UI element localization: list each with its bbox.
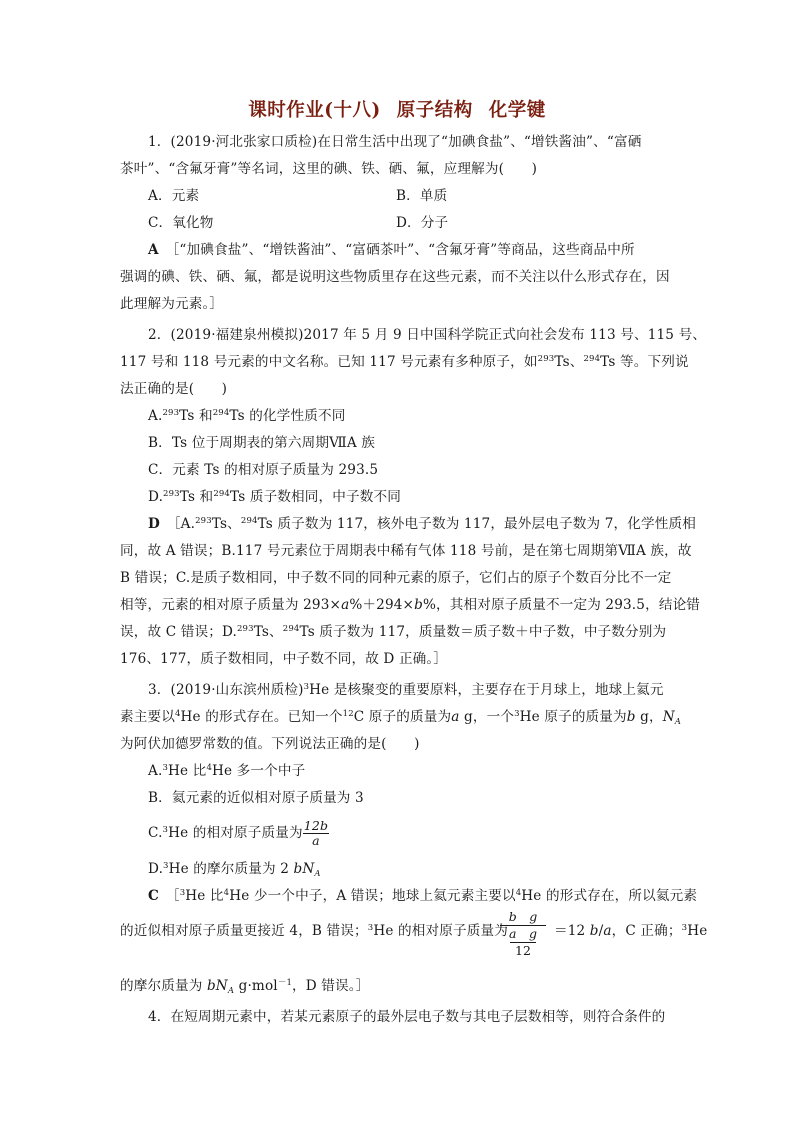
mass-number: 4 — [223, 888, 230, 898]
option-text: Ts 和 — [179, 408, 213, 424]
q3-stem-text: C 原子的质量为 — [353, 709, 452, 725]
answer-text: ，D 错误。］ — [292, 978, 370, 994]
variable-b: b — [414, 597, 423, 613]
mass-number: 3 — [163, 861, 169, 871]
answer-text: 相等，元素的相对原子质量为 293× — [120, 597, 342, 613]
q3-stem-text: g，一个 — [459, 709, 515, 725]
variable-a: a — [451, 709, 460, 725]
answer-text: He 比 — [185, 888, 224, 904]
q1-answer-line-2: 强调的碘、铁、硒、氟，都是说明这些物质里存在这些元素，而不关注以什么形式存在，因 — [120, 269, 670, 285]
title-part-1: 课时作业(十八) — [248, 100, 381, 121]
avogadro-symbol: bN — [293, 861, 315, 877]
q1-answer-letter: A — [148, 242, 159, 258]
mass-number: 293 — [195, 516, 212, 526]
compound-fraction — [500, 910, 546, 958]
q2-answer-line-1 — [148, 513, 708, 535]
q3-stem-text: He 是核聚变的重要原料，主要存在于月球上，地球上氦元 — [309, 682, 664, 698]
q1-option-b: B．单质 — [396, 188, 448, 204]
variable-a: a — [603, 923, 612, 939]
mass-number: 3 — [179, 888, 186, 898]
answer-text: 的摩尔质量为 — [120, 978, 207, 994]
mass-number: 294 — [240, 516, 258, 526]
mass-number: 293 — [537, 354, 555, 364]
q4-stem-line-1: 4．在短周期元素中，若某元素原子的最外层电子数与其电子层数相等，则符合条件的 — [148, 1009, 666, 1025]
page-title — [0, 96, 794, 122]
q2-answer-line-6: 176、177，质子数相同，中子数不同，故 D 正确。］ — [120, 651, 448, 667]
q3-option-b: B．氦元素的近似相对原子质量为 3 — [148, 790, 364, 806]
mass-number: 293 — [162, 408, 180, 418]
mass-number: 294 — [282, 624, 300, 634]
mass-number: 3 — [303, 682, 310, 692]
option-text: He 多一个中子 — [212, 763, 306, 779]
mass-number: 3 — [681, 923, 688, 933]
q3-option-d — [148, 858, 708, 880]
exponent: －1 — [277, 978, 293, 988]
q3-stem-text: g， — [635, 709, 663, 725]
option-letter: C. — [148, 825, 163, 841]
option-text: He 的摩尔质量为 2 — [168, 861, 294, 877]
mass-number: 3 — [514, 709, 520, 719]
q2-stem-text: Ts 等。下列说 — [600, 354, 689, 370]
mass-number: 4 — [174, 709, 181, 719]
answer-text: Ts 质子数为 117，质量数＝质子数＋中子数，中子数分别为 — [299, 624, 667, 640]
mass-number: 294 — [212, 408, 230, 418]
q2-stem-text: 117 号和 118 号元素的中文名称。已知 117 号元素有多种原子，如 — [120, 354, 538, 370]
answer-text: Ts、 — [211, 516, 241, 532]
title-part-3: 化学键 — [488, 100, 546, 121]
mass-number: 4 — [206, 763, 212, 773]
option-letter: D. — [148, 861, 164, 877]
q2-option-c: C．元素 Ts 的相对原子质量为 293.5 — [148, 462, 379, 478]
option-letter: D. — [148, 489, 164, 505]
q2-stem-line-3: 法正确的是( ) — [120, 381, 228, 397]
mass-number: 294 — [583, 354, 601, 364]
q3-stem-text: He 原子的质量为 — [519, 709, 627, 725]
q2-answer-letter: D — [148, 516, 160, 532]
variable-b: b — [589, 923, 599, 939]
avogadro-subscript: A — [314, 869, 321, 879]
q3-stem-line-1 — [148, 679, 708, 701]
option-text: Ts 质子数相同，中子数不同 — [230, 489, 402, 505]
answer-text: %＋294× — [349, 597, 415, 613]
q3-answer-line-2 — [120, 920, 708, 942]
avogadro-subscript: A — [674, 717, 682, 727]
option-text: Ts 的化学性质不同 — [229, 408, 346, 424]
mass-number: 3 — [162, 763, 169, 773]
answer-text: ＝12 — [553, 923, 590, 939]
answer-text: ［A. — [173, 516, 196, 532]
q1-answer-text-1: ［“加碘食盐”、“增铁酱油”、“富硒茶叶”、“含氟牙膏”等商品，这些商品中所 — [172, 242, 635, 258]
option-letter: A. — [148, 763, 163, 779]
q2-stem-text: Ts、 — [554, 354, 584, 370]
q3-stem-text: He 的形式存在。已知一个 — [180, 709, 343, 725]
q2-option-b: B．Ts 位于周期表的第六周期ⅦA 族 — [148, 435, 376, 451]
q1-stem-line-1: 1．(2019·河北张家口质检)在日常生活中出现了“加碘食盐”、“增铁酱油”、“富硒 — [148, 134, 642, 150]
avogadro-symbol: N — [662, 709, 675, 725]
q3-stem-line-3: 为阿伏加德罗常数的值。下列说法正确的是( ) — [120, 736, 420, 752]
q3-answer-letter: C — [148, 888, 159, 904]
mass-number: 293 — [237, 624, 254, 634]
q1-answer-line-1 — [148, 239, 708, 261]
answer-text: He 少一个中子，A 错误；地球上氦元素主要以 — [229, 888, 516, 904]
q3-answer-line-1 — [148, 885, 708, 907]
q1-answer-line-3: 此理解为元素。］ — [120, 296, 224, 312]
title-part-2: 原子结构 — [396, 100, 473, 121]
option-text: He 的相对原子质量为 — [168, 825, 303, 841]
q3-stem-text: 3．(2019·山东滨州质检) — [148, 682, 304, 698]
compound-fraction-middle: a g — [509, 926, 537, 941]
answer-text: He 的相对原子质量为 — [373, 923, 508, 939]
answer-text: / — [598, 923, 604, 939]
q1-option-a: A．元素 — [148, 188, 200, 204]
mass-number: 293 — [163, 489, 180, 499]
answer-text: %，其相对原子质量不一定为 293.5，结论错 — [422, 597, 701, 613]
q1-option-d: D．分子 — [396, 215, 449, 231]
q1-stem-line-2: 茶叶”、“含氟牙膏”等名词，这里的碘、铁、硒、氟，应理解为( ) — [120, 161, 538, 177]
q2-answer-line-4 — [120, 594, 701, 616]
fraction-numerator: 12b — [303, 818, 329, 833]
q2-stem-line-2 — [120, 351, 689, 373]
answer-text: ，C 正确； — [611, 923, 682, 939]
q2-stem-line-1: 2．(2019·福建泉州模拟)2017 年 5 月 9 日中国科学院正式向社会发布 113 号、115 号、 — [148, 327, 707, 343]
q3-option-a — [148, 760, 708, 782]
compound-fraction-bottom: 12 — [515, 943, 531, 958]
answer-text: g·mol — [234, 978, 278, 994]
compound-fraction-top: b g — [508, 909, 538, 924]
option-text: He 比 — [168, 763, 207, 779]
answer-text: Ts 质子数为 117，核外电子数为 117，最外层电子数为 7，化学性质相 — [257, 516, 696, 532]
variable-b: b — [626, 709, 636, 725]
answer-text: ［ — [172, 888, 180, 904]
mass-number: 4 — [515, 888, 522, 898]
avogadro-symbol: bN — [206, 978, 228, 994]
mass-number: 3 — [367, 923, 374, 933]
mass-number: 3 — [162, 825, 169, 835]
option-letter: A. — [148, 408, 163, 424]
answer-text: Ts、 — [253, 624, 283, 640]
option-text: Ts 和 — [179, 489, 214, 505]
q3-answer-line-3 — [120, 975, 680, 997]
q2-option-a — [148, 405, 708, 427]
q2-answer-line-3: B 错误；C.是质子数相同，中子数不同的同种元素的原子，它们占的原子个数百分比不一定 — [120, 570, 672, 586]
q1-option-c: C．氧化物 — [148, 215, 214, 231]
variable-a: a — [341, 597, 350, 613]
q2-answer-line-5 — [120, 621, 680, 643]
q2-option-d — [148, 486, 708, 508]
fraction-denominator: a — [312, 833, 320, 848]
avogadro-subscript: A — [227, 986, 235, 996]
q3-stem-line-2 — [120, 706, 680, 728]
q3-stem-text: 素主要以 — [120, 709, 175, 725]
q2-answer-line-2: 同，故 A 错误；B.117 号元素位于周期表中稀有气体 118 号前，是在第七周期第ⅦA 族，故 — [120, 543, 692, 559]
answer-text: 误，故 C 错误；D. — [120, 624, 237, 640]
answer-text: He — [687, 923, 708, 939]
fraction-12b-over-a — [303, 819, 329, 848]
answer-text: He 的形式存在，所以氦元素 — [521, 888, 698, 904]
mass-number: 12 — [342, 709, 354, 719]
answer-text: 的近似相对原子质量更接近 4，B 错误； — [120, 923, 368, 939]
q3-option-c — [148, 818, 708, 848]
mass-number: 294 — [213, 489, 230, 499]
